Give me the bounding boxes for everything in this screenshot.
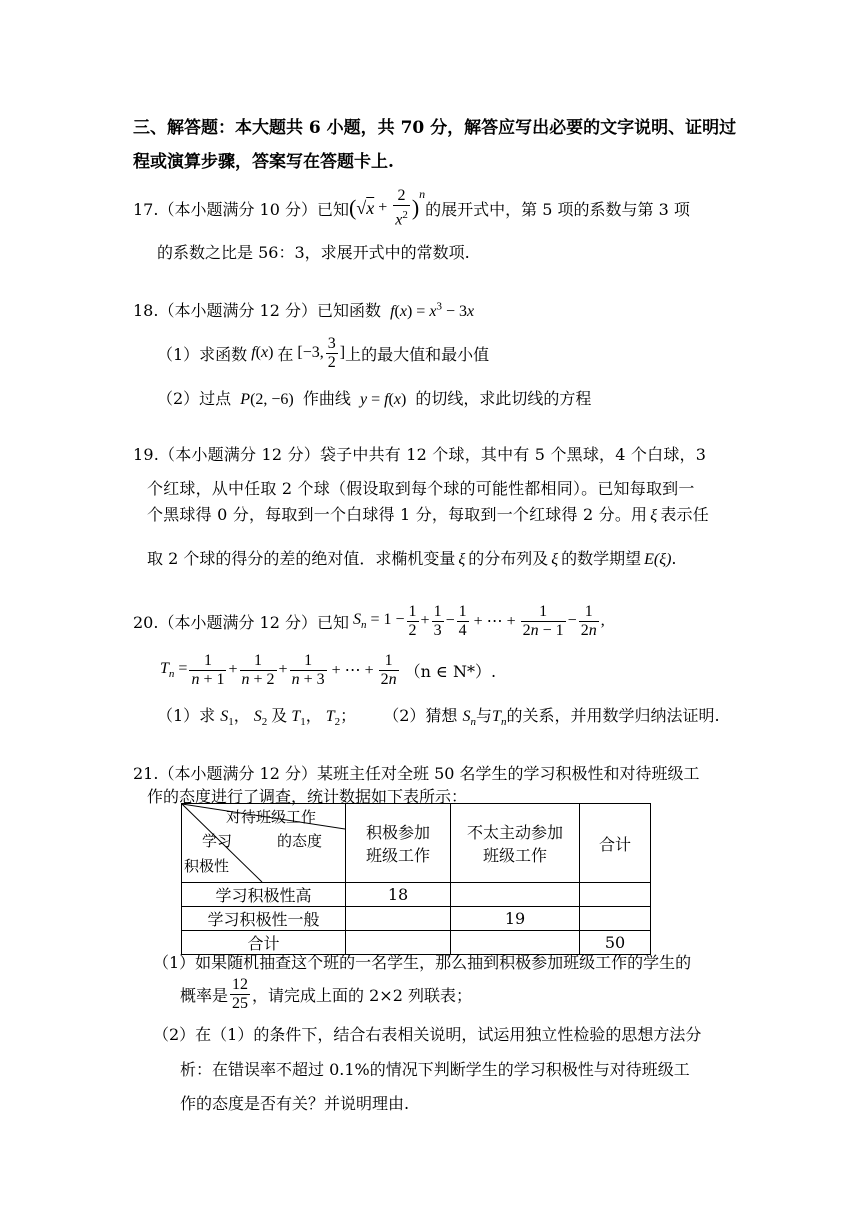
question-21-line1: 21.（本小题满分 12 分）某班主任对全班 50 名学生的学习积极性和对待班级工: [133, 764, 700, 783]
q18-interval-close: ]: [339, 344, 346, 361]
q18-interval: [−3,: [297, 344, 324, 361]
question-21-part2-line1: （2）在（1）的条件下，结合右表相关说明，试运用独立性检验的思想方法分: [153, 1025, 702, 1044]
col-header-passive: [451, 804, 580, 883]
q19-period: .: [671, 549, 677, 568]
col-header-passive-line1: 不太主动参加: [466, 823, 563, 842]
q18-p1-suffix: 上的最大值和最小值: [345, 344, 490, 364]
q18-label: 18.（本小题满分 12 分）已知函数: [133, 301, 381, 320]
q20-tn-ref: $T_n$: [492, 708, 507, 729]
q18-p2-suffix: 的切线，求此切线的方程: [415, 389, 592, 408]
col-header-active-line1: 积极参加: [365, 823, 430, 842]
q20-condition: （n ∈ N*）.: [404, 661, 497, 681]
q20-frac-1-2: $\frac{1}{2}$: [408, 602, 417, 639]
q19-line3-suffix: 表示任: [660, 505, 709, 524]
q20-frac-1-2n-1: $\frac{1}{2n - 1}$: [522, 602, 564, 639]
q20-sn-def: $S_n = 1$ −: [352, 610, 405, 632]
contingency-table: [181, 803, 651, 955]
question-17-line2: 的系数之比是 56：3，求展开式中的常数项.: [157, 243, 470, 262]
q20-frac-n1: $\frac{1}{n + 1}$: [191, 651, 225, 688]
row-label-normal: 学习积极性一般: [182, 907, 346, 931]
section-header-line2: 程或演算步骤，答案写在答题卡上.: [133, 152, 394, 172]
cell-normal-total[interactable]: [580, 907, 651, 931]
q20-plus: +: [420, 612, 430, 629]
q20-frac-1-2n: $\frac{1}{2n}$: [580, 602, 597, 639]
q20-label: 20.（本小题满分 12 分）已知: [133, 612, 349, 632]
q20-part1-items: $S_1$， $S_2$ 及 $T_1$， $T_2$；: [220, 708, 357, 729]
q17-text-after: 的展开式中，第 5 项的系数与第 3 项: [425, 199, 690, 219]
q19-line4-text: 取 2 个球的得分的差的绝对值．求椭机变量: [147, 549, 456, 568]
q21-frac-numerator: 12: [232, 975, 249, 993]
q20-minus-2: −: [567, 612, 577, 629]
q20-part2-suffix: 的关系，并用数学归纳法证明.: [506, 706, 720, 725]
q18-function: $f(x) = x^3 - 3x$: [390, 300, 475, 320]
row-label-high: 学习积极性高: [182, 883, 346, 907]
section-header-line1: 三、解答题：本大题共 6 小题，共 70 分，解答应写出必要的文字说明、证明过: [133, 118, 737, 138]
q19-line4-mid: 的分布列及: [468, 549, 549, 568]
table-header-row: [182, 804, 651, 883]
question-21-part2-line3: 作的态度是否有关？并说明理由.: [180, 1094, 410, 1113]
q19-xi-symbol: ξ: [650, 507, 658, 524]
question-18-part1: [157, 333, 489, 373]
cell-high-passive[interactable]: [451, 883, 580, 907]
col-header-active-line2: 班级工作: [365, 846, 430, 865]
q17-fraction: $\frac{2}{x^2}$: [395, 186, 408, 229]
cell-total-total[interactable]: 50: [580, 931, 651, 955]
diag-mid-label: 的态度: [277, 832, 323, 850]
q20-minus: −: [445, 612, 455, 629]
q20-sn-ref: $S_n$: [462, 708, 477, 729]
question-20-line1: [133, 599, 605, 643]
q21-p1-suffix: ，请完成上面的 2×2 列联表；: [252, 985, 472, 1005]
q17-plus: +: [378, 199, 388, 216]
q20-tplus-2: +: [278, 661, 288, 678]
col-header-passive-line2: 班级工作: [482, 846, 547, 865]
question-19-line4: [147, 546, 676, 569]
table-row: [182, 907, 651, 931]
q21-p1-prob-label: 概率是: [180, 985, 229, 1005]
question-19-line1: 19.（本小题满分 12 分）袋子中共有 12 个球，其中有 5 个黑球，4 个白球，3: [133, 445, 707, 464]
q20-frac-n2: $\frac{1}{n + 2}$: [241, 651, 275, 688]
q18-interval-fraction: $\frac{3}{2}$: [327, 334, 336, 371]
question-21-line2: 作的态度进行了调查，统计数据如下表所示：: [147, 787, 468, 806]
q18-p1-in: 在: [277, 344, 294, 364]
cell-normal-passive[interactable]: 19: [451, 907, 580, 931]
q20-part1-label: （1）求: [157, 706, 216, 725]
q19-xi-symbol-2: ξ: [458, 551, 466, 568]
q20-dots: + ⋯ +: [473, 613, 516, 630]
q18-p2-curve: 作曲线: [302, 389, 351, 408]
q19-line3-text: 个黑球得 0 分，每取到一个白球得 1 分，每取到一个红球得 2 分。用: [147, 505, 648, 524]
question-21-part1-line1: （1）如果随机抽查这个班的一名学生，那么抽到积极参加班级工作的学生的: [153, 953, 692, 972]
q20-tdots: + ⋯ +: [331, 662, 374, 679]
q20-frac-1-4: $\frac{1}{4}$: [458, 602, 467, 639]
q20-frac-2n: $\frac{1}{2n}$: [380, 651, 397, 688]
q20-part2-and: 与: [476, 706, 493, 725]
diag-top-label: 对待班级工作: [226, 808, 317, 826]
q19-line4-expect-label: 的数学期望: [561, 549, 642, 568]
cell-normal-active[interactable]: [346, 907, 451, 931]
q17-label: 17.（本小题满分 10 分）已知: [133, 199, 349, 219]
q20-comma: ,: [600, 612, 605, 629]
q19-xi-symbol-3: ξ: [551, 551, 559, 568]
q19-expectation: E(ξ): [644, 551, 672, 568]
question-21-part1-line2: [180, 972, 472, 1016]
q20-tplus-1: +: [228, 661, 238, 678]
row-label-total: 合计: [182, 931, 346, 955]
question-19-line2: 个红球，从中任取 2 个球（假设取到每个球的可能性都相同）。已知每取到一: [147, 479, 695, 498]
q17-open-paren: (: [348, 195, 357, 220]
question-20-parts: [157, 703, 720, 728]
question-21-part2-line2: 析：在错误率不超过 0.1%的情况下判断学生的学习积极性与对待班级工: [180, 1060, 690, 1079]
q20-part2-label: （2）猜想: [383, 706, 458, 725]
q17-sqrt: √x: [356, 197, 375, 218]
col-header-active: [346, 804, 451, 883]
question-18-part2: [157, 386, 591, 409]
cell-high-active[interactable]: 18: [346, 883, 451, 907]
q20-tn-def: $T_n$ =: [160, 659, 188, 681]
diag-left-label-2: 积极性: [184, 857, 230, 875]
q20-frac-1-3: $\frac{1}{3}$: [433, 602, 442, 639]
table-diagonal-header: [182, 804, 346, 883]
question-17-line1: [133, 186, 690, 230]
q17-close-paren: ): [411, 195, 420, 220]
q21-frac-denominator: 25: [232, 994, 249, 1012]
col-header-total: 合计: [580, 804, 651, 883]
question-19-line3: [147, 502, 709, 525]
q18-point: P(2, −6): [240, 391, 294, 408]
q20-frac-n3: $\frac{1}{n + 3}$: [291, 651, 325, 688]
question-20-line2: [160, 648, 496, 692]
cell-high-total[interactable]: [580, 883, 651, 907]
table-row: [182, 883, 651, 907]
q21-probability-fraction: [230, 976, 250, 1013]
question-18-line1: [133, 298, 474, 321]
diag-left-label-1: 学习: [202, 832, 233, 850]
q18-p1-prefix: （1）求函数: [157, 344, 248, 364]
q18-p2-prefix: （2）过点: [157, 389, 232, 408]
q17-exponent-n: n: [419, 186, 426, 201]
q18-p1-fx: f(x): [251, 344, 274, 361]
q18-curve-eq: y = f(x): [359, 391, 407, 408]
